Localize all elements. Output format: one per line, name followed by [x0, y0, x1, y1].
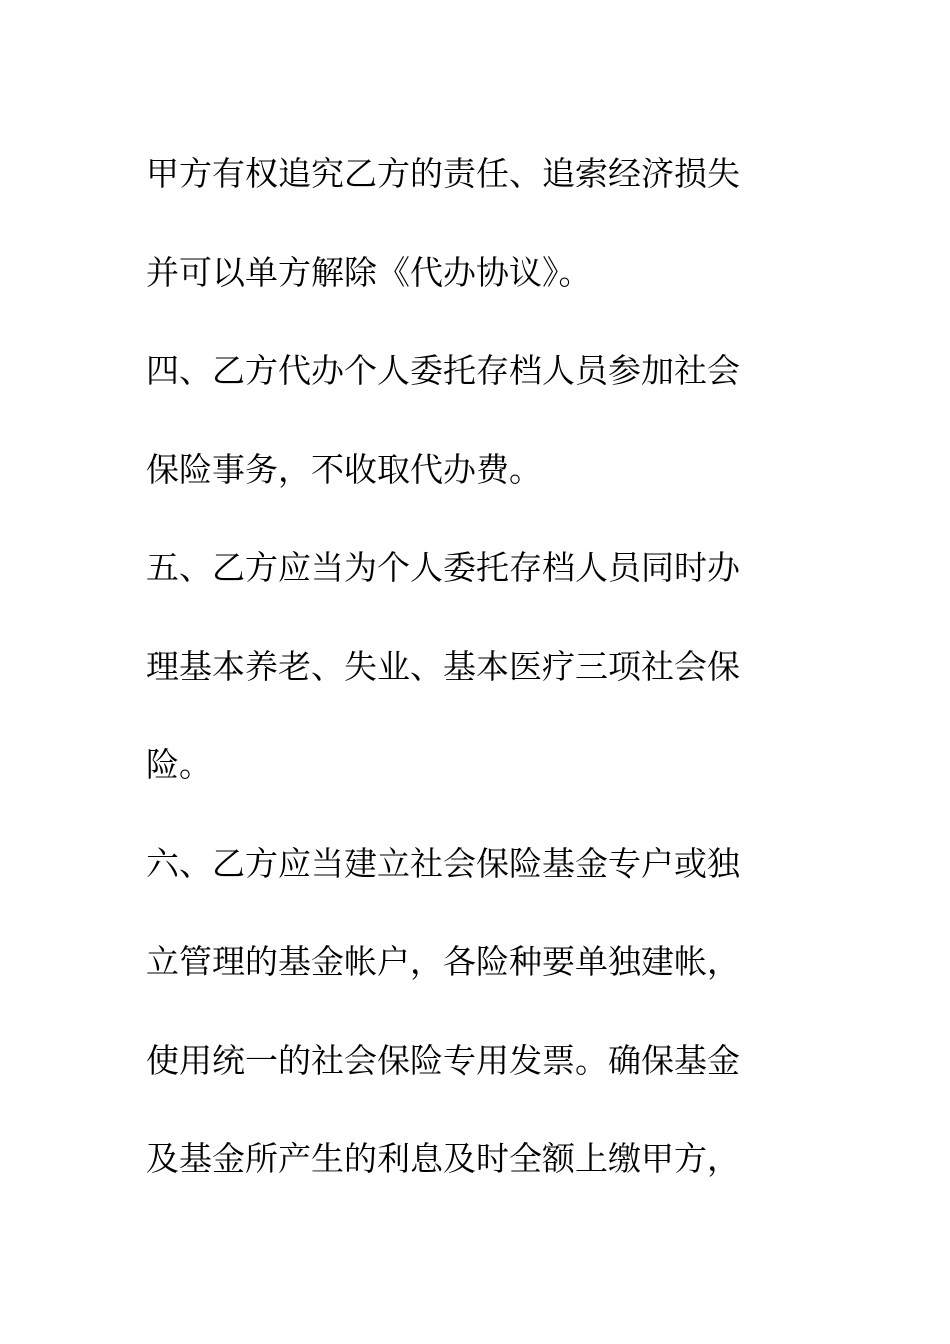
text-line: 及基金所产生的利息及时全额上缴甲方， [146, 1139, 740, 1178]
text-line: 保险事务，不收取代办费。 [146, 449, 542, 489]
text-line: 甲方有权追究乙方的责任、追索经济损失 [146, 154, 740, 193]
text-line: 并可以单方解除《代办协议》。 [146, 252, 592, 292]
text-line: 四、乙方代办个人委托存档人员参加社会 [146, 351, 740, 390]
text-line: 六、乙方应当建立社会保险基金专户或独 [146, 843, 740, 883]
text-line: 理基本养老、失业、基本医疗三项社会保 [146, 646, 740, 686]
text-line: 使用统一的社会保险专用发票。确保基金 [146, 1040, 740, 1080]
text-line: 立管理的基金帐户，各险种要单独建帐， [146, 942, 740, 981]
text-line: 险。 [146, 745, 212, 784]
text-line: 五、乙方应当为个人委托存档人员同时办 [146, 548, 740, 587]
document-body [146, 125, 806, 1209]
